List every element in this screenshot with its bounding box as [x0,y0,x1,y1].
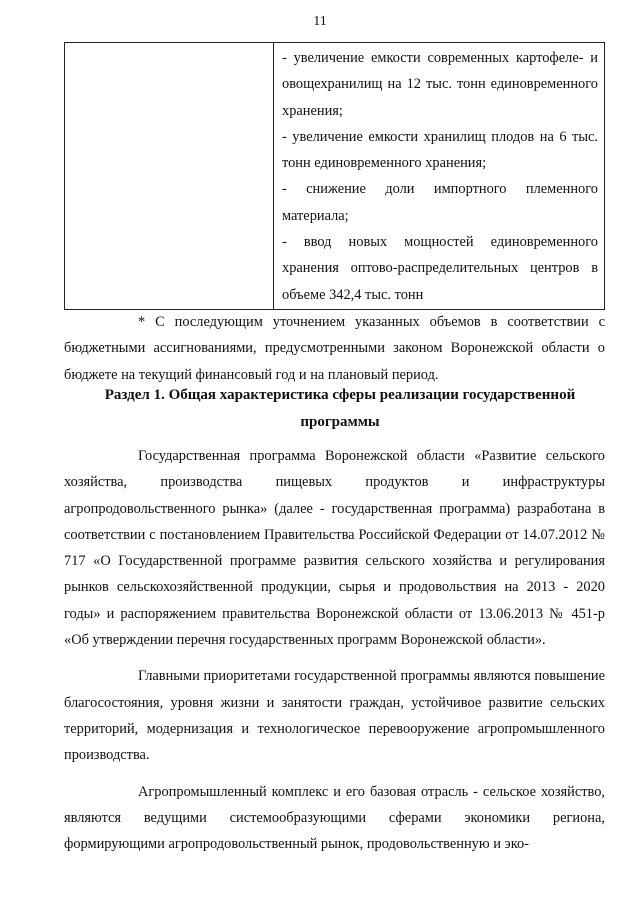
table-item: - увеличение емкости современных картофеле- и овощехранилищ на 12 тыс. тонн единовременного хранения; [282,50,598,119]
table-right-cell [274,43,604,309]
paragraph: Главными приоритетами государственной программы являются повышение благосостояния, уровня жизни и занятости граждан, устойчивое развитие сельских территорий, модернизация и технологическое перевооружение агропромышленного производства. [64,668,605,764]
body-text [64,443,605,867]
paragraph: Агропромышленный комплекс и его базовая отрасль - сельское хозяйство, являются ведущими системообразующими сферами экономики региона, формирующими агропродовольственный рынок, продовольственную и эко- [64,783,605,853]
table-item: - увеличение емкости хранилищ плодов на 6 тыс. тонн единовременного хранения; [282,128,598,172]
table-item: - ввод новых мощностей единовременного хранения оптово-распределительных центров в объеме 342,4 тыс. тонн [282,234,598,303]
section-heading: Раздел 1. Общая характеристика сферы реализации государственной программы [104,387,576,430]
footnote-text: * С последующим уточнением указанных объемов в соответствии с бюджетными ассигнованиями, предусмотренными законом Воронежской области о бюджете на текущий финансовый год и на плановый период. [64,314,605,383]
paragraph: Государственная программа Воронежской области «Развитие сельского хозяйства, производства пищевых продуктов и инфраструктуры агропродовольственного рынка» (далее - государственная программа) разработана в соответствии с постановлением Правительства Российской Федерации от 14.07.2012 № 717 «О Государственной программе развития сельского хозяйства и регулирования рынков сельскохозяйственной продукции, сырья и продовольствия на 2013 - 2020 годы» и распоряжением правительства Воронежской области от 13.06.2013 № 451-р «Об утверждении перечня государственных программ Воронежской области». [64,448,605,649]
footnote [64,309,605,388]
page-number: 11 [313,14,327,29]
table-left-cell [65,43,274,309]
indicators-table [64,42,605,310]
table-item: - снижение доли импортного племенного материала; [282,181,598,224]
